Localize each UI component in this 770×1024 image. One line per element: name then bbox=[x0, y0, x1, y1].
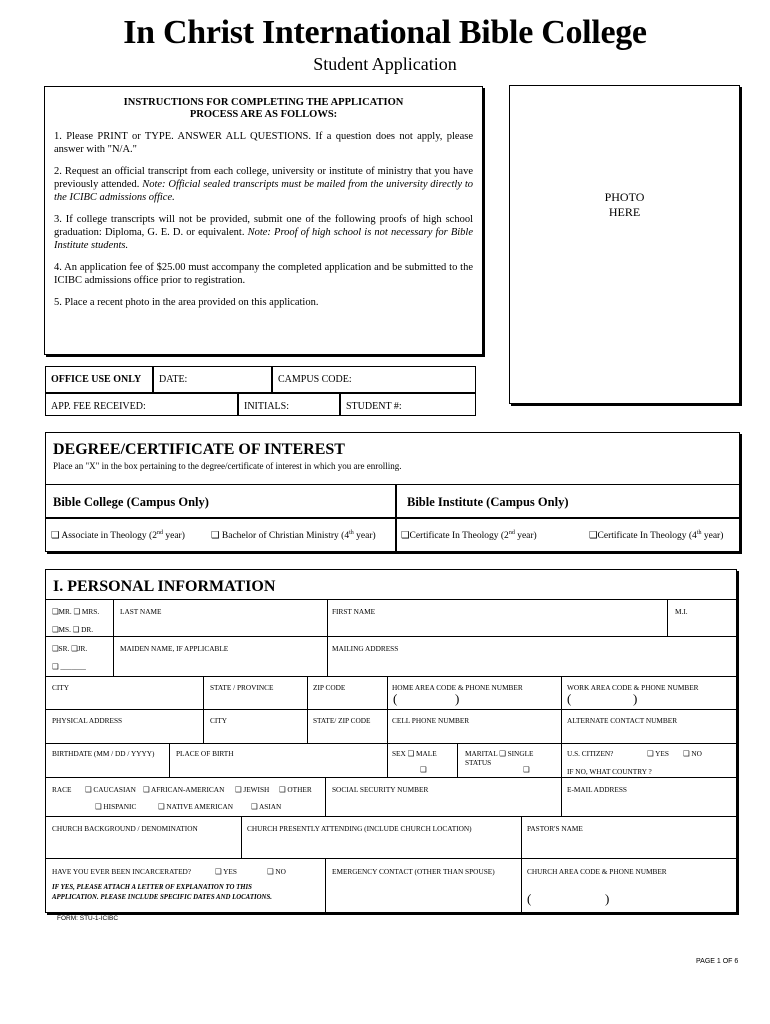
instruction-3 bbox=[54, 213, 473, 252]
row-line bbox=[45, 743, 737, 744]
sex-male-checkbox[interactable]: SEX ❑ MALE bbox=[392, 749, 437, 758]
opt-bachelor-sup: th bbox=[349, 530, 354, 536]
first-name-field[interactable]: FIRST NAME bbox=[332, 607, 376, 616]
place-of-birth-field[interactable]: PLACE OF BIRTH bbox=[176, 749, 234, 758]
row-line bbox=[45, 777, 737, 778]
opt-associate[interactable]: ❑ Associate in Theology (2nd year) bbox=[51, 530, 185, 542]
opt-associate-sup: nd bbox=[156, 530, 163, 536]
col-line bbox=[169, 743, 170, 777]
college-title: In Christ International Bible College bbox=[123, 14, 647, 51]
title-mr-mrs-label: MR. ❑ MRS. bbox=[58, 607, 100, 616]
col-line bbox=[327, 599, 328, 636]
opt-cert-4th-sup: th bbox=[696, 530, 702, 536]
photo-label bbox=[510, 190, 739, 220]
col-line bbox=[113, 636, 114, 676]
opt-cert-2nd-end: year) bbox=[514, 531, 537, 542]
instructions-heading-line1: INSTRUCTIONS FOR COMPLETING THE APPLICATION bbox=[123, 97, 404, 108]
instruction-5: 5. Place a recent photo in the area provided on this application. bbox=[54, 297, 319, 308]
photo-label-line2: HERE bbox=[608, 205, 641, 219]
incarcerated-label: HAVE YOU EVER BEEN INCARCERATED? bbox=[52, 867, 192, 876]
mailing-address-field[interactable]: MAILING ADDRESS bbox=[332, 644, 399, 653]
work-phone-field[interactable]: WORK AREA CODE & PHONE NUMBER bbox=[567, 683, 699, 692]
zip-code-field[interactable]: ZIP CODE bbox=[313, 683, 346, 692]
birthdate-field[interactable]: BIRTHDATE (MM / DD / YYYY) bbox=[52, 749, 155, 758]
instruction-1: 1. Please PRINT or TYPE. ANSWER ALL QUESTIONS. If a question does not apply, please answer with "N/A." bbox=[54, 131, 473, 155]
instruction-2 bbox=[54, 165, 473, 204]
incarcerated-no-checkbox[interactable]: ❑ NO bbox=[267, 867, 286, 876]
if-no-country-field[interactable]: IF NO, WHAT COUNTRY ? bbox=[567, 767, 652, 776]
title-ms-dr-label: MS. ❑ DR. bbox=[58, 625, 94, 634]
church-phone-field[interactable]: CHURCH AREA CODE & PHONE NUMBER bbox=[527, 867, 667, 876]
personal-info-title: I. PERSONAL INFORMATION bbox=[53, 578, 276, 595]
suffix-other[interactable]: ❑ _______ bbox=[52, 662, 86, 671]
ssn-field[interactable]: SOCIAL SECURITY NUMBER bbox=[332, 785, 429, 794]
form-code: FORM: STU-1-ICIBC bbox=[57, 915, 119, 922]
col-line bbox=[457, 743, 458, 777]
middle-initial-field[interactable]: M.I. bbox=[675, 607, 688, 616]
race-caucasian-checkbox[interactable]: ❑ CAUCASIAN bbox=[85, 785, 136, 794]
incarcerated-note-line1: IF YES, PLEASE ATTACH A LETTER OF EXPLANATION TO THIS bbox=[52, 884, 252, 891]
physical-city-field[interactable]: CITY bbox=[210, 716, 228, 725]
cell-phone-field[interactable]: CELL PHONE NUMBER bbox=[392, 716, 470, 725]
col-line bbox=[667, 599, 668, 636]
office-app-fee-field[interactable]: APP. FEE RECEIVED: bbox=[45, 393, 238, 416]
row-line bbox=[45, 636, 737, 637]
last-name-field[interactable]: LAST NAME bbox=[120, 607, 162, 616]
title-ms-dr[interactable]: ❑MS. ❑ DR. bbox=[52, 625, 94, 634]
office-date-field[interactable]: DATE: bbox=[153, 366, 272, 393]
office-campus-code-field[interactable]: CAMPUS CODE: bbox=[272, 366, 476, 393]
col-line bbox=[113, 599, 114, 636]
col-line bbox=[521, 858, 522, 913]
col-line bbox=[521, 816, 522, 858]
col-line bbox=[241, 816, 242, 858]
row-line bbox=[45, 676, 737, 677]
emergency-contact-field[interactable]: EMERGENCY CONTACT (OTHER THAN SPOUSE) bbox=[332, 867, 495, 876]
bible-college-options bbox=[46, 518, 396, 552]
race-other-checkbox[interactable]: ❑ OTHER bbox=[279, 785, 312, 794]
degree-instruction: Place an "X" in the box pertaining to the degree/certificate of interest in which you are enrolling. bbox=[53, 461, 402, 471]
row-line bbox=[45, 858, 737, 859]
opt-cert-2nd-label: Certificate In Theology (2 bbox=[409, 531, 509, 542]
photo-area[interactable] bbox=[509, 85, 740, 404]
race-african-american-checkbox[interactable]: ❑ AFRICAN-AMERICAN bbox=[143, 785, 225, 794]
opt-bachelor-label: Bachelor of Christian Ministry (4 bbox=[221, 531, 350, 542]
marital-single-checkbox[interactable]: MARITAL ❑ SINGLE bbox=[465, 749, 534, 758]
instruction-2-note: Note: Official sealed transcripts must be mailed from the university directly to the ICIBC admissions office. bbox=[54, 179, 473, 203]
opt-cert-4th-end: year) bbox=[701, 531, 724, 542]
office-student-no-field[interactable]: STUDENT #: bbox=[340, 393, 476, 416]
col-line bbox=[307, 676, 308, 709]
home-phone-field[interactable]: HOME AREA CODE & PHONE NUMBER bbox=[392, 683, 523, 692]
marital-status-label: STATUS bbox=[465, 758, 492, 767]
incarcerated-yes-checkbox[interactable]: ❑ YES bbox=[215, 867, 237, 876]
citizen-yes-checkbox[interactable]: ❑ YES bbox=[647, 749, 669, 758]
row-line bbox=[45, 816, 737, 817]
opt-associate-label: Associate in Theology (2 bbox=[61, 531, 157, 542]
instruction-3-text: 3. If college transcripts will not be provided, submit one of the following proofs of high school graduation: Diploma, G. E. D. or equivalent. bbox=[54, 214, 473, 238]
church-background-field[interactable]: CHURCH BACKGROUND / DENOMINATION bbox=[52, 824, 198, 833]
instruction-3-note: Note: Proof of high school is not necessary for Bible Institute students. bbox=[54, 227, 474, 251]
race-label: RACE bbox=[52, 785, 72, 794]
instructions-box bbox=[44, 86, 483, 355]
bible-institute-header: Bible Institute (Campus Only) bbox=[396, 484, 740, 518]
race-native-american-checkbox[interactable]: ❑ NATIVE AMERICAN bbox=[158, 802, 234, 811]
opt-cert-4th-label: Certificate In Theology (4 bbox=[597, 531, 697, 542]
office-use-label: OFFICE USE ONLY bbox=[45, 366, 153, 393]
opt-cert-4th[interactable]: ❑Certificate In Theology (4th year) bbox=[589, 530, 724, 542]
office-initials-field[interactable]: INITIALS: bbox=[238, 393, 340, 416]
col-line bbox=[325, 858, 326, 913]
home-phone-paren-open: ( bbox=[393, 691, 398, 706]
row-line bbox=[45, 599, 737, 600]
col-line bbox=[561, 676, 562, 816]
maiden-name-field[interactable]: MAIDEN NAME, IF APPLICABLE bbox=[120, 644, 229, 653]
physical-address-field[interactable]: PHYSICAL ADDRESS bbox=[52, 716, 123, 725]
form-subtitle: Student Application bbox=[313, 54, 457, 74]
row-line bbox=[45, 709, 737, 710]
opt-associate-end: year) bbox=[162, 531, 185, 542]
opt-bachelor[interactable]: ❑ Bachelor of Christian Ministry (4th year) bbox=[211, 530, 376, 542]
opt-cert-2nd[interactable]: ❑Certificate In Theology (2nd year) bbox=[401, 530, 537, 542]
col-line bbox=[307, 709, 308, 743]
opt-cert-2nd-sup: nd bbox=[508, 530, 515, 536]
alternate-contact-field[interactable]: ALTERNATE CONTACT NUMBER bbox=[567, 716, 678, 725]
pastor-name-field[interactable]: PASTOR'S NAME bbox=[527, 824, 583, 833]
home-phone-paren-close: ) bbox=[455, 691, 460, 706]
us-citizen-label: U.S. CITIZEN? bbox=[567, 749, 614, 758]
church-phone-paren-close: ) bbox=[605, 891, 610, 906]
title-mr-mrs[interactable]: ❑MR. ❑ MRS. bbox=[52, 607, 100, 616]
degree-section bbox=[45, 432, 740, 552]
suffix-sr-jr[interactable]: ❑SR. ❑JR. bbox=[52, 644, 88, 653]
col-line bbox=[203, 676, 204, 709]
work-phone-paren-close: ) bbox=[633, 691, 638, 706]
col-line bbox=[203, 709, 204, 743]
suffix-other-blank: _______ bbox=[60, 662, 86, 671]
col-line bbox=[387, 676, 388, 743]
personal-info-grid bbox=[45, 569, 737, 913]
state-province-field[interactable]: STATE / PROVINCE bbox=[210, 683, 274, 692]
instruction-4: 4. An application fee of $25.00 must accompany the completed application and be submitted to the ICIBC admissions office prior to registration. bbox=[54, 262, 473, 286]
instructions-heading-line2: PROCESS ARE AS FOLLOWS: bbox=[189, 109, 338, 120]
email-field[interactable]: E-MAIL ADDRESS bbox=[567, 785, 627, 794]
instructions-heading bbox=[54, 97, 473, 121]
race-hispanic-checkbox[interactable]: ❑ HISPANIC bbox=[95, 802, 137, 811]
degree-title: DEGREE/CERTIFICATE OF INTEREST bbox=[53, 441, 345, 458]
incarcerated-note-line2: APPLICATION. PLEASE INCLUDE SPECIFIC DATES AND LOCATIONS. bbox=[52, 894, 272, 901]
work-phone-paren-open: ( bbox=[567, 691, 572, 706]
state-zip-field[interactable]: STATE/ ZIP CODE bbox=[313, 716, 371, 725]
bible-college-header: Bible College (Campus Only) bbox=[46, 484, 396, 518]
opt-bachelor-end: year) bbox=[353, 531, 376, 542]
instruction-2-text: 2. Request an official transcript from each college, university or institute of ministry that you have previously attended. bbox=[54, 166, 473, 190]
col-line bbox=[325, 777, 326, 816]
church-presently-attending-field[interactable]: CHURCH PRESENTLY ATTENDING (INCLUDE CHURCH LOCATION) bbox=[247, 824, 472, 833]
marital-other-checkbox[interactable]: ❑ bbox=[523, 765, 530, 774]
race-asian-checkbox[interactable]: ❑ ASIAN bbox=[251, 802, 282, 811]
col-line bbox=[327, 636, 328, 676]
col-line bbox=[387, 743, 388, 777]
suffix-sr-jr-label: SR. ❑JR. bbox=[58, 644, 88, 653]
city-field[interactable]: CITY bbox=[52, 683, 70, 692]
bible-institute-options bbox=[396, 518, 740, 552]
citizen-no-checkbox[interactable]: ❑ NO bbox=[683, 749, 702, 758]
church-phone-paren-open: ( bbox=[527, 891, 532, 906]
page-number: PAGE 1 OF 6 bbox=[696, 958, 739, 965]
sex-female-checkbox[interactable]: ❑ bbox=[420, 765, 427, 774]
photo-label-line1: PHOTO bbox=[604, 190, 645, 204]
race-jewish-checkbox[interactable]: ❑ JEWISH bbox=[235, 785, 270, 794]
